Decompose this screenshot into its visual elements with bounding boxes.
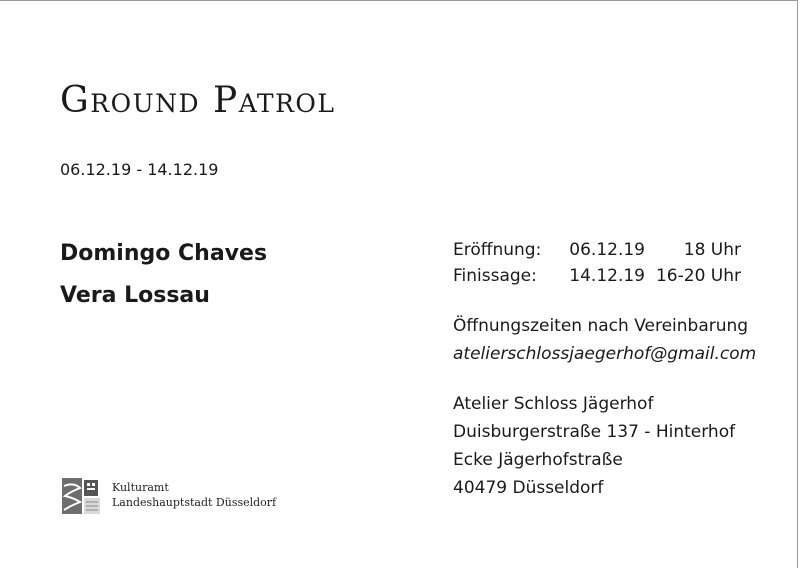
schedule-row-finissage [453,266,753,290]
sponsor-text [112,480,276,510]
schedule-date: 06.12.19 [569,240,645,260]
address-line: Duisburgerstraße 137 - Hinterhof [453,422,736,442]
sponsor-line: Kulturamt [112,481,169,494]
schedule-time: 16-20 Uhr [655,266,741,286]
address-line: 40479 Düsseldorf [453,478,604,498]
kulturamt-logo-icon [60,476,102,516]
schedule-label: Eröffnung: [453,240,542,260]
artist-name: Domingo Chaves [60,241,268,266]
artist-name: Vera Lossau [60,283,210,308]
address-line: Ecke Jägerhofstraße [453,450,623,470]
exhibition-title: Ground Patrol [60,80,336,121]
address-line: Atelier Schloss Jägerhof [453,394,654,414]
schedule-date: 14.12.19 [569,266,645,286]
schedule-label: Finissage: [453,266,537,286]
opening-hours: Öffnungszeiten nach Vereinbarung [453,316,749,336]
schedule-row-opening [453,240,753,264]
exhibition-dates: 06.12.19 - 14.12.19 [60,160,219,179]
sponsor-line: Landeshauptstadt Düsseldorf [112,496,277,509]
contact-email[interactable]: atelierschlossjaegerhof@gmail.com [453,344,757,364]
schedule-time: 18 Uhr [683,240,741,260]
